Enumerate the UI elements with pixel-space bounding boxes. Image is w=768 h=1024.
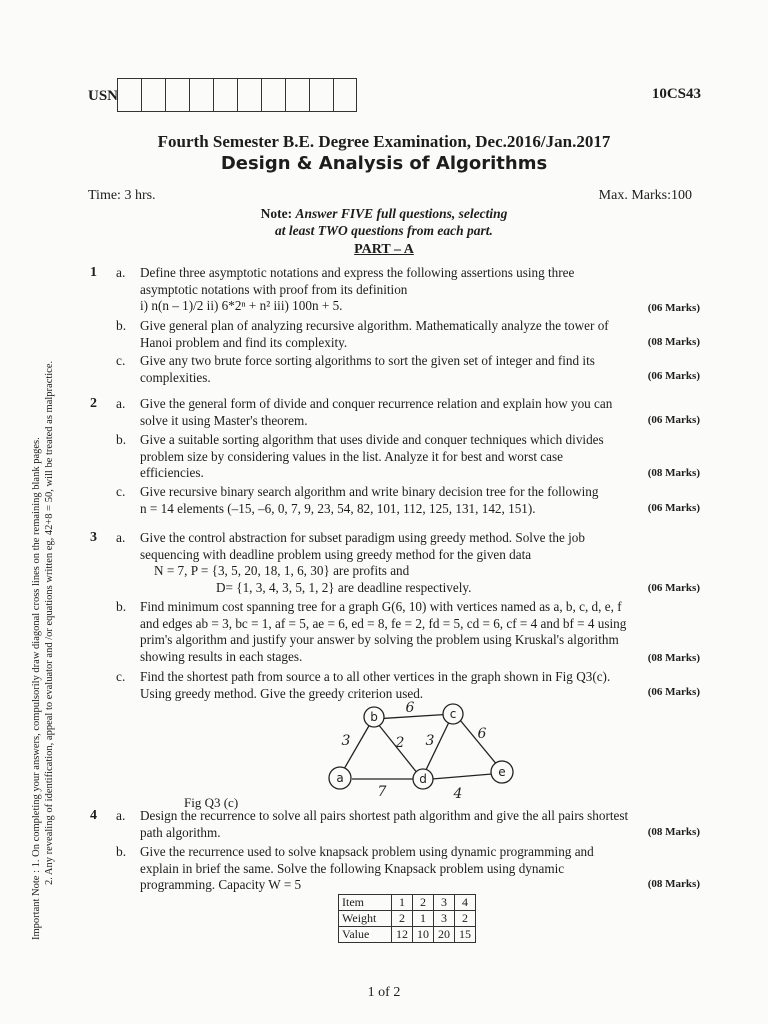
table-cell: 10 <box>413 927 434 943</box>
table-cell: 20 <box>434 927 455 943</box>
question-number: 2 <box>90 396 97 411</box>
row-label: Value <box>339 927 392 943</box>
question-3c-text <box>140 669 700 702</box>
edge-weight: 7 <box>377 784 387 800</box>
text-line: explain in brief the same. Solve the following Knapsack problem using dynamic <box>140 860 565 876</box>
edge-weight: 4 <box>453 786 463 802</box>
edge-de <box>432 774 492 779</box>
table-row <box>339 895 476 911</box>
figure-label: Fig Q3 (c) <box>184 795 239 810</box>
text-line: Find the shortest path from source a to all other vertices in the graph shown in Fig Q3(c). <box>140 669 611 684</box>
text-line: D= {1, 3, 4, 3, 5, 1, 2} are deadline respectively. <box>216 579 472 595</box>
marks: (06 Marks) <box>647 502 700 514</box>
side-important-note <box>30 240 56 940</box>
side-note-line1: Important Note : 1. On completing your answers, compulsorily draw diagonal cross lines on the remaining blank pages. <box>31 437 42 940</box>
table-header: 4 <box>455 895 476 911</box>
usn-box[interactable] <box>285 78 309 112</box>
text-line: Give the general form of divide and conquer recurrence relation and explain how you can <box>140 396 613 411</box>
marks: (08 Marks) <box>647 878 700 890</box>
question-1c-text <box>140 353 700 386</box>
marks: (06 Marks) <box>647 686 700 698</box>
node-label: d <box>419 772 427 786</box>
edge-weight: 6 <box>477 726 487 742</box>
text-line: complexities. <box>140 369 211 385</box>
node-label: e <box>498 765 506 779</box>
question-3b-text <box>140 599 702 665</box>
table-row <box>339 911 476 927</box>
row-label: Weight <box>339 911 392 927</box>
exam-title: Fourth Semester B.E. Degree Examination, Dec.2016/Jan.2017 <box>157 132 611 151</box>
usn-box[interactable] <box>213 78 237 112</box>
edge-weight: 3 <box>425 733 435 749</box>
usn-box[interactable] <box>165 78 189 112</box>
time-allowed: Time: 3 hrs. <box>88 188 156 203</box>
usn-box[interactable] <box>189 78 213 112</box>
text-line: Hanoi problem and find its complexity. <box>140 334 348 350</box>
text-line: programming. Capacity W = 5 <box>140 877 302 892</box>
text-line: Give general plan of analyzing recursive algorithm. Mathematically analyze the tower of <box>140 318 609 333</box>
text-line: Give any two brute force sorting algorithms to sort the given set of integer and find its <box>140 353 595 368</box>
note-line1: Answer FIVE full questions, selecting <box>295 206 508 221</box>
text-line: efficiencies. <box>140 465 204 480</box>
text-line: Give the control abstraction for subset paradigm using greedy method. Solve the job <box>140 530 585 545</box>
text-line: prim's algorithm and justify your answer by solving the problem using Kruskal's algorithm <box>140 632 619 647</box>
question-4b-text <box>140 844 700 894</box>
text-line: N = 7, P = {3, 5, 20, 18, 1, 6, 30} are profits and <box>154 563 410 578</box>
question-number: 3 <box>90 530 97 545</box>
max-marks: Max. Marks:100 <box>598 188 692 203</box>
marks: (06 Marks) <box>647 370 700 382</box>
text-line: showing results in each stages. <box>140 648 303 664</box>
edge-weight: 3 <box>341 733 351 749</box>
table-cell: 1 <box>413 911 434 927</box>
subpart-label: c. <box>116 353 126 368</box>
question-4a-text <box>140 808 702 841</box>
text-line: and edges ab = 3, bc = 1, af = 5, ae = 6, ed = 8, fe = 2, fd = 5, cd = 6, cf = 4 and bf = 4 using <box>140 615 627 631</box>
usn-label: USN <box>88 88 119 104</box>
text-line: Give recursive binary search algorithm and write binary decision tree for the following <box>140 484 599 499</box>
subpart-label: b. <box>116 844 127 859</box>
text-line: n = 14 elements (–15, –6, 0, 7, 9, 23, 54, 82, 101, 112, 125, 131, 142, 151). <box>140 500 536 516</box>
usn-box[interactable] <box>309 78 333 112</box>
table-header: 2 <box>413 895 434 911</box>
subpart-label: b. <box>116 599 127 614</box>
exam-note <box>0 205 768 239</box>
text-line: i) n(n – 1)/2 ii) 6*2ⁿ + n² iii) 100n + 5. <box>140 298 343 313</box>
subpart-label: b. <box>116 318 127 333</box>
part-heading: PART – A <box>354 242 414 257</box>
marks: (08 Marks) <box>647 652 700 664</box>
node-label: a <box>336 771 344 785</box>
text-line: sequencing with deadline problem using greedy method for the given data <box>140 546 532 562</box>
text-line: Design the recurrence to solve all pairs shortest path algorithm and give the all pairs shortest <box>140 808 629 823</box>
note-line2: at least TWO questions from each part. <box>275 223 493 238</box>
subpart-label: c. <box>116 484 126 499</box>
question-number: 4 <box>90 808 97 823</box>
usn-box[interactable] <box>117 78 141 112</box>
edge-weight: 6 <box>405 700 415 716</box>
table-cell: 2 <box>455 911 476 927</box>
knapsack-table <box>338 894 476 943</box>
text-line: Find minimum cost spanning tree for a graph G(6, 10) with vertices named as a, b, c, d, e, f <box>140 599 622 614</box>
text-line: solve it using Master's theorem. <box>140 412 308 428</box>
subject-title: Design & Analysis of Algorithms <box>220 153 548 174</box>
subpart-label: a. <box>116 530 126 545</box>
text-line: problem size by considering values in the list. Analyze it for best and worst case <box>140 448 563 464</box>
marks: (08 Marks) <box>647 336 700 348</box>
subpart-label: a. <box>116 265 126 280</box>
table-header: Item <box>339 895 392 911</box>
marks: (08 Marks) <box>647 826 700 838</box>
usn-box[interactable] <box>237 78 261 112</box>
subpart-label: c. <box>116 669 126 684</box>
subpart-label: a. <box>116 808 126 823</box>
question-2c-text <box>140 484 700 517</box>
usn-box[interactable] <box>333 78 357 112</box>
subpart-label: b. <box>116 432 127 447</box>
question-1a-text <box>140 265 700 315</box>
marks: (06 Marks) <box>647 582 700 594</box>
question-1b-text <box>140 318 700 351</box>
table-cell: 2 <box>392 911 413 927</box>
subject-code: 10CS43 <box>651 86 701 102</box>
page-number: 1 of 2 <box>367 985 401 1000</box>
note-label: Note: <box>260 206 293 221</box>
table-cell: 12 <box>392 927 413 943</box>
table-header: 3 <box>434 895 455 911</box>
text-line: path algorithm. <box>140 824 221 840</box>
marks: (06 Marks) <box>647 302 700 314</box>
question-2a-text <box>140 396 700 429</box>
text-line: Give a suitable sorting algorithm that uses divide and conquer techniques which divides <box>140 432 604 447</box>
node-label: b <box>370 710 378 724</box>
marks: (06 Marks) <box>647 414 700 426</box>
marks: (08 Marks) <box>647 467 700 479</box>
text-line: asymptotic notations with proof from its definition <box>140 281 408 297</box>
question-2b-text <box>140 432 700 482</box>
question-3a-text <box>140 530 700 596</box>
table-cell: 15 <box>455 927 476 943</box>
table-header: 1 <box>392 895 413 911</box>
subpart-label: a. <box>116 396 126 411</box>
text-line: Define three asymptotic notations and express the following assertions using three <box>140 265 575 280</box>
question-number: 1 <box>90 265 97 280</box>
node-label: c <box>449 707 457 721</box>
table-cell: 3 <box>434 911 455 927</box>
usn-boxes <box>117 78 357 112</box>
text-line: Using greedy method. Give the greedy criterion used. <box>140 685 424 701</box>
usn-box[interactable] <box>261 78 285 112</box>
usn-box[interactable] <box>141 78 165 112</box>
table-row <box>339 927 476 943</box>
side-note-line2: 2. Any revealing of identification, appeal to evaluator and /or equations written eg, 42+8 = 50, will be treated as malpractice. <box>44 360 55 885</box>
graph-figure <box>310 700 530 810</box>
edge-weight: 2 <box>395 735 405 751</box>
text-line: Give the recurrence used to solve knapsack problem using dynamic programming and <box>140 844 594 859</box>
